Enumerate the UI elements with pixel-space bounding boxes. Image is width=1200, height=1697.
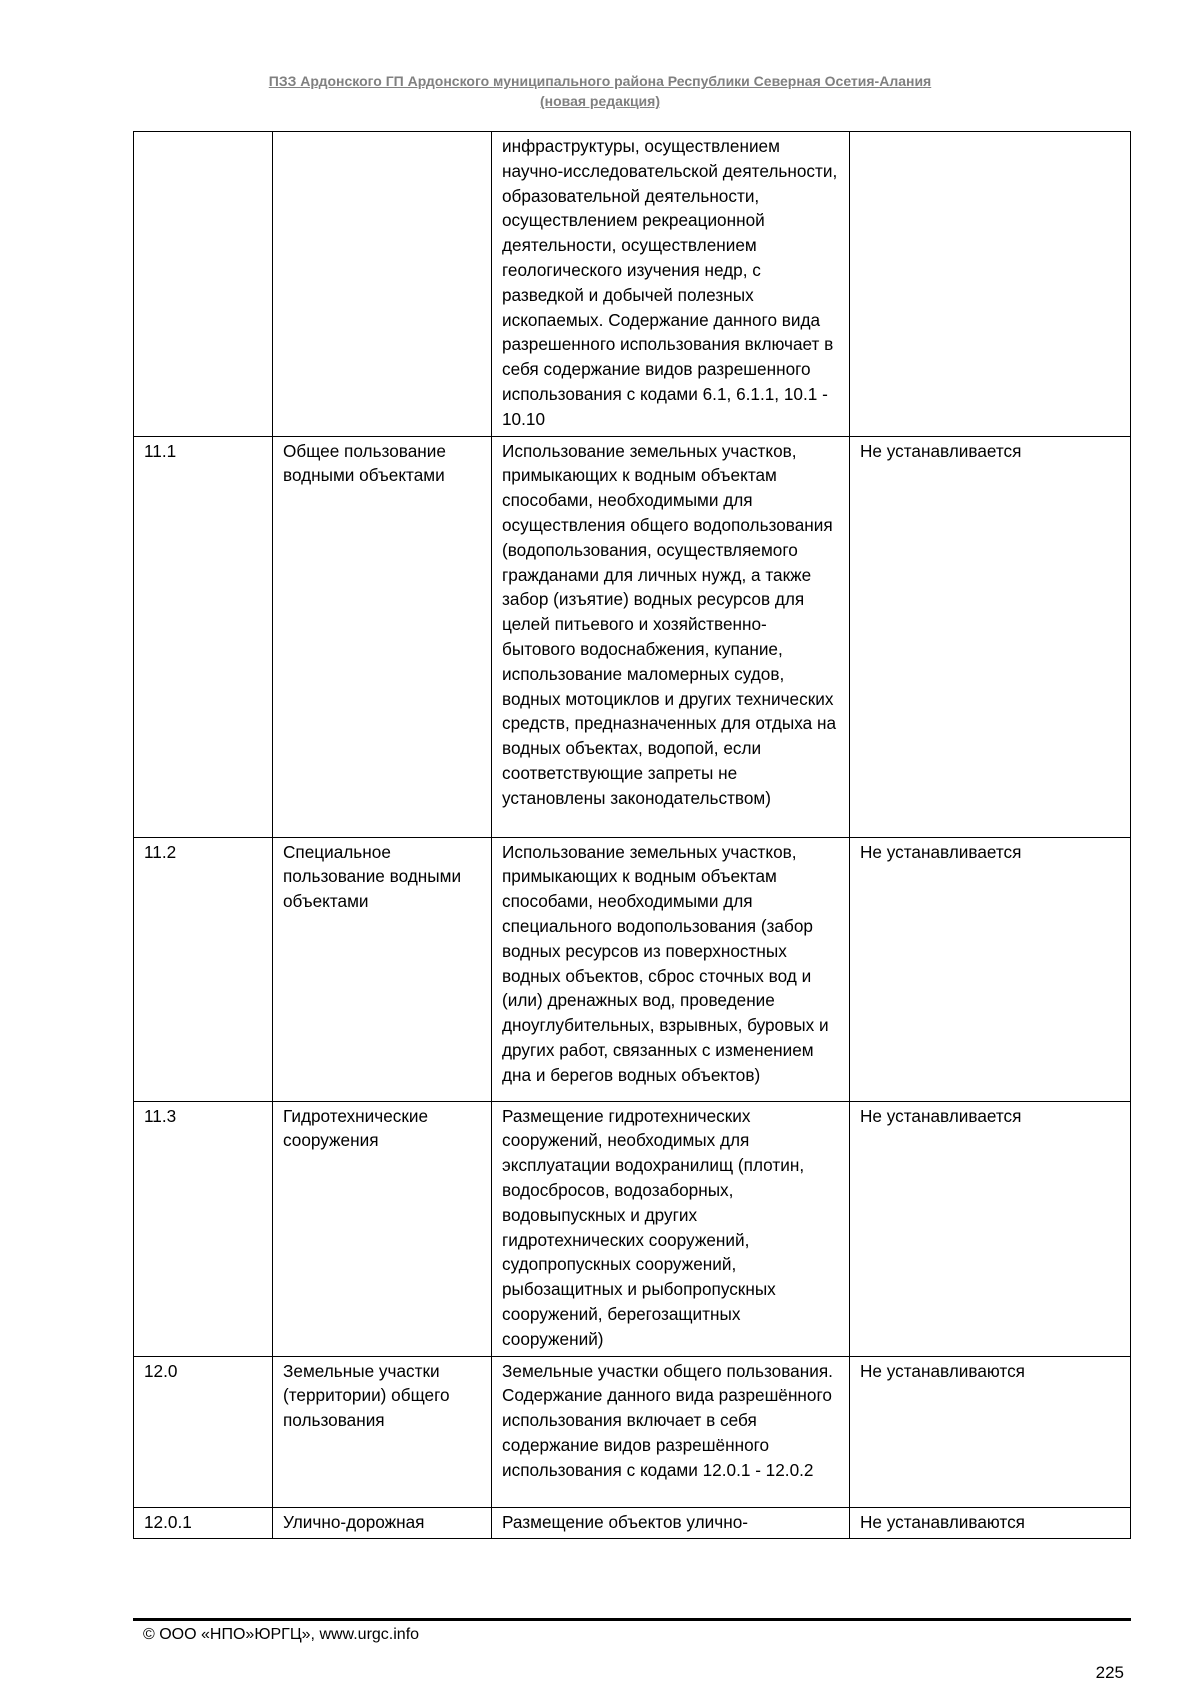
row-description: Размещение гидротехнических сооружений, необходимых для эксплуатации водохранилищ (плотин, водосбросов, водозаборных, водовыпускных и других гидротехнических сооружений, судопропускных сооружений, рыбозащитных и рыбопропускных сооружений, берегозащитных сооружений) bbox=[492, 1101, 850, 1356]
row-description: инфраструктуры, осуществлением научно-исследовательской деятельности, образовательной деятельности, осуществлением рекреационной деятельности, осуществлением геологического изучения недр, с разведкой и добычей полезных ископаемых. Содержание данного вида разрешенного использования включает в себя содержание видов разрешенного использования с кодами 6.1, 6.1.1, 10.1 - 10.10 bbox=[492, 132, 850, 437]
table-row bbox=[134, 837, 1131, 1101]
header-title: ПЗЗ Ардонского ГП Ардонского муниципального района Республики Северная Осетия-Алания bbox=[268, 73, 932, 89]
row-name: Улично-дорожная bbox=[273, 1507, 492, 1539]
row-name bbox=[273, 132, 492, 437]
row-code: 12.0 bbox=[134, 1356, 273, 1507]
land-use-table bbox=[133, 131, 1131, 1539]
table-row bbox=[134, 132, 1131, 437]
table-row bbox=[134, 1101, 1131, 1356]
page-number: 225 bbox=[1095, 1663, 1124, 1682]
header-subtitle: (новая редакция) bbox=[540, 93, 660, 109]
row-description: Размещение объектов улично- bbox=[492, 1507, 850, 1539]
row-params: Не устанавливается bbox=[850, 436, 1131, 837]
row-name: Земельные участки (территории) общего пользования bbox=[273, 1356, 492, 1507]
table-row bbox=[134, 436, 1131, 837]
row-name: Общее пользование водными объектами bbox=[273, 436, 492, 837]
row-params: Не устанавливается bbox=[850, 1101, 1131, 1356]
row-name: Специальное пользование водными объектами bbox=[273, 837, 492, 1101]
row-description: Использование земельных участков, примыкающих к водным объектам способами, необходимыми для осуществления общего водопользования (водопользования, осуществляемого гражданами для личных нужд, а также забор (изъятие) водных ресурсов для целей питьевого и хозяйственно-бытового водоснабжения, купание, использование маломерных судов, водных мотоциклов и других технических средств, предназначенных для отдыха на водных объектах, водопой, если соответствующие запреты не установлены законодательством) bbox=[492, 436, 850, 837]
row-name: Гидротехнические сооружения bbox=[273, 1101, 492, 1356]
row-params: Не устанавливаются bbox=[850, 1507, 1131, 1539]
table-row bbox=[134, 1507, 1131, 1539]
row-params bbox=[850, 132, 1131, 437]
table-row bbox=[134, 1356, 1131, 1507]
row-params: Не устанавливаются bbox=[850, 1356, 1131, 1507]
page-header bbox=[0, 71, 1200, 111]
row-code: 11.1 bbox=[134, 436, 273, 837]
footer-divider bbox=[133, 1618, 1131, 1621]
row-code bbox=[134, 132, 273, 437]
row-code: 12.0.1 bbox=[134, 1507, 273, 1539]
row-description: Использование земельных участков, примыкающих к водным объектам способами, необходимыми для специального водопользования (забор водных ресурсов из поверхностных водных объектов, сброс сточных вод и (или) дренажных вод, проведение дноуглубительных, взрывных, буровых и других работ, связанных с изменением дна и берегов водных объектов) bbox=[492, 837, 850, 1101]
row-description: Земельные участки общего пользования. Содержание данного вида разрешённого использования включает в себя содержание видов разрешённого использования с кодами 12.0.1 - 12.0.2 bbox=[492, 1356, 850, 1507]
row-code: 11.2 bbox=[134, 837, 273, 1101]
row-code: 11.3 bbox=[134, 1101, 273, 1356]
footer-copyright: © ООО «НПО»ЮРГЦ», www.urgc.info bbox=[143, 1626, 420, 1643]
row-params: Не устанавливается bbox=[850, 837, 1131, 1101]
